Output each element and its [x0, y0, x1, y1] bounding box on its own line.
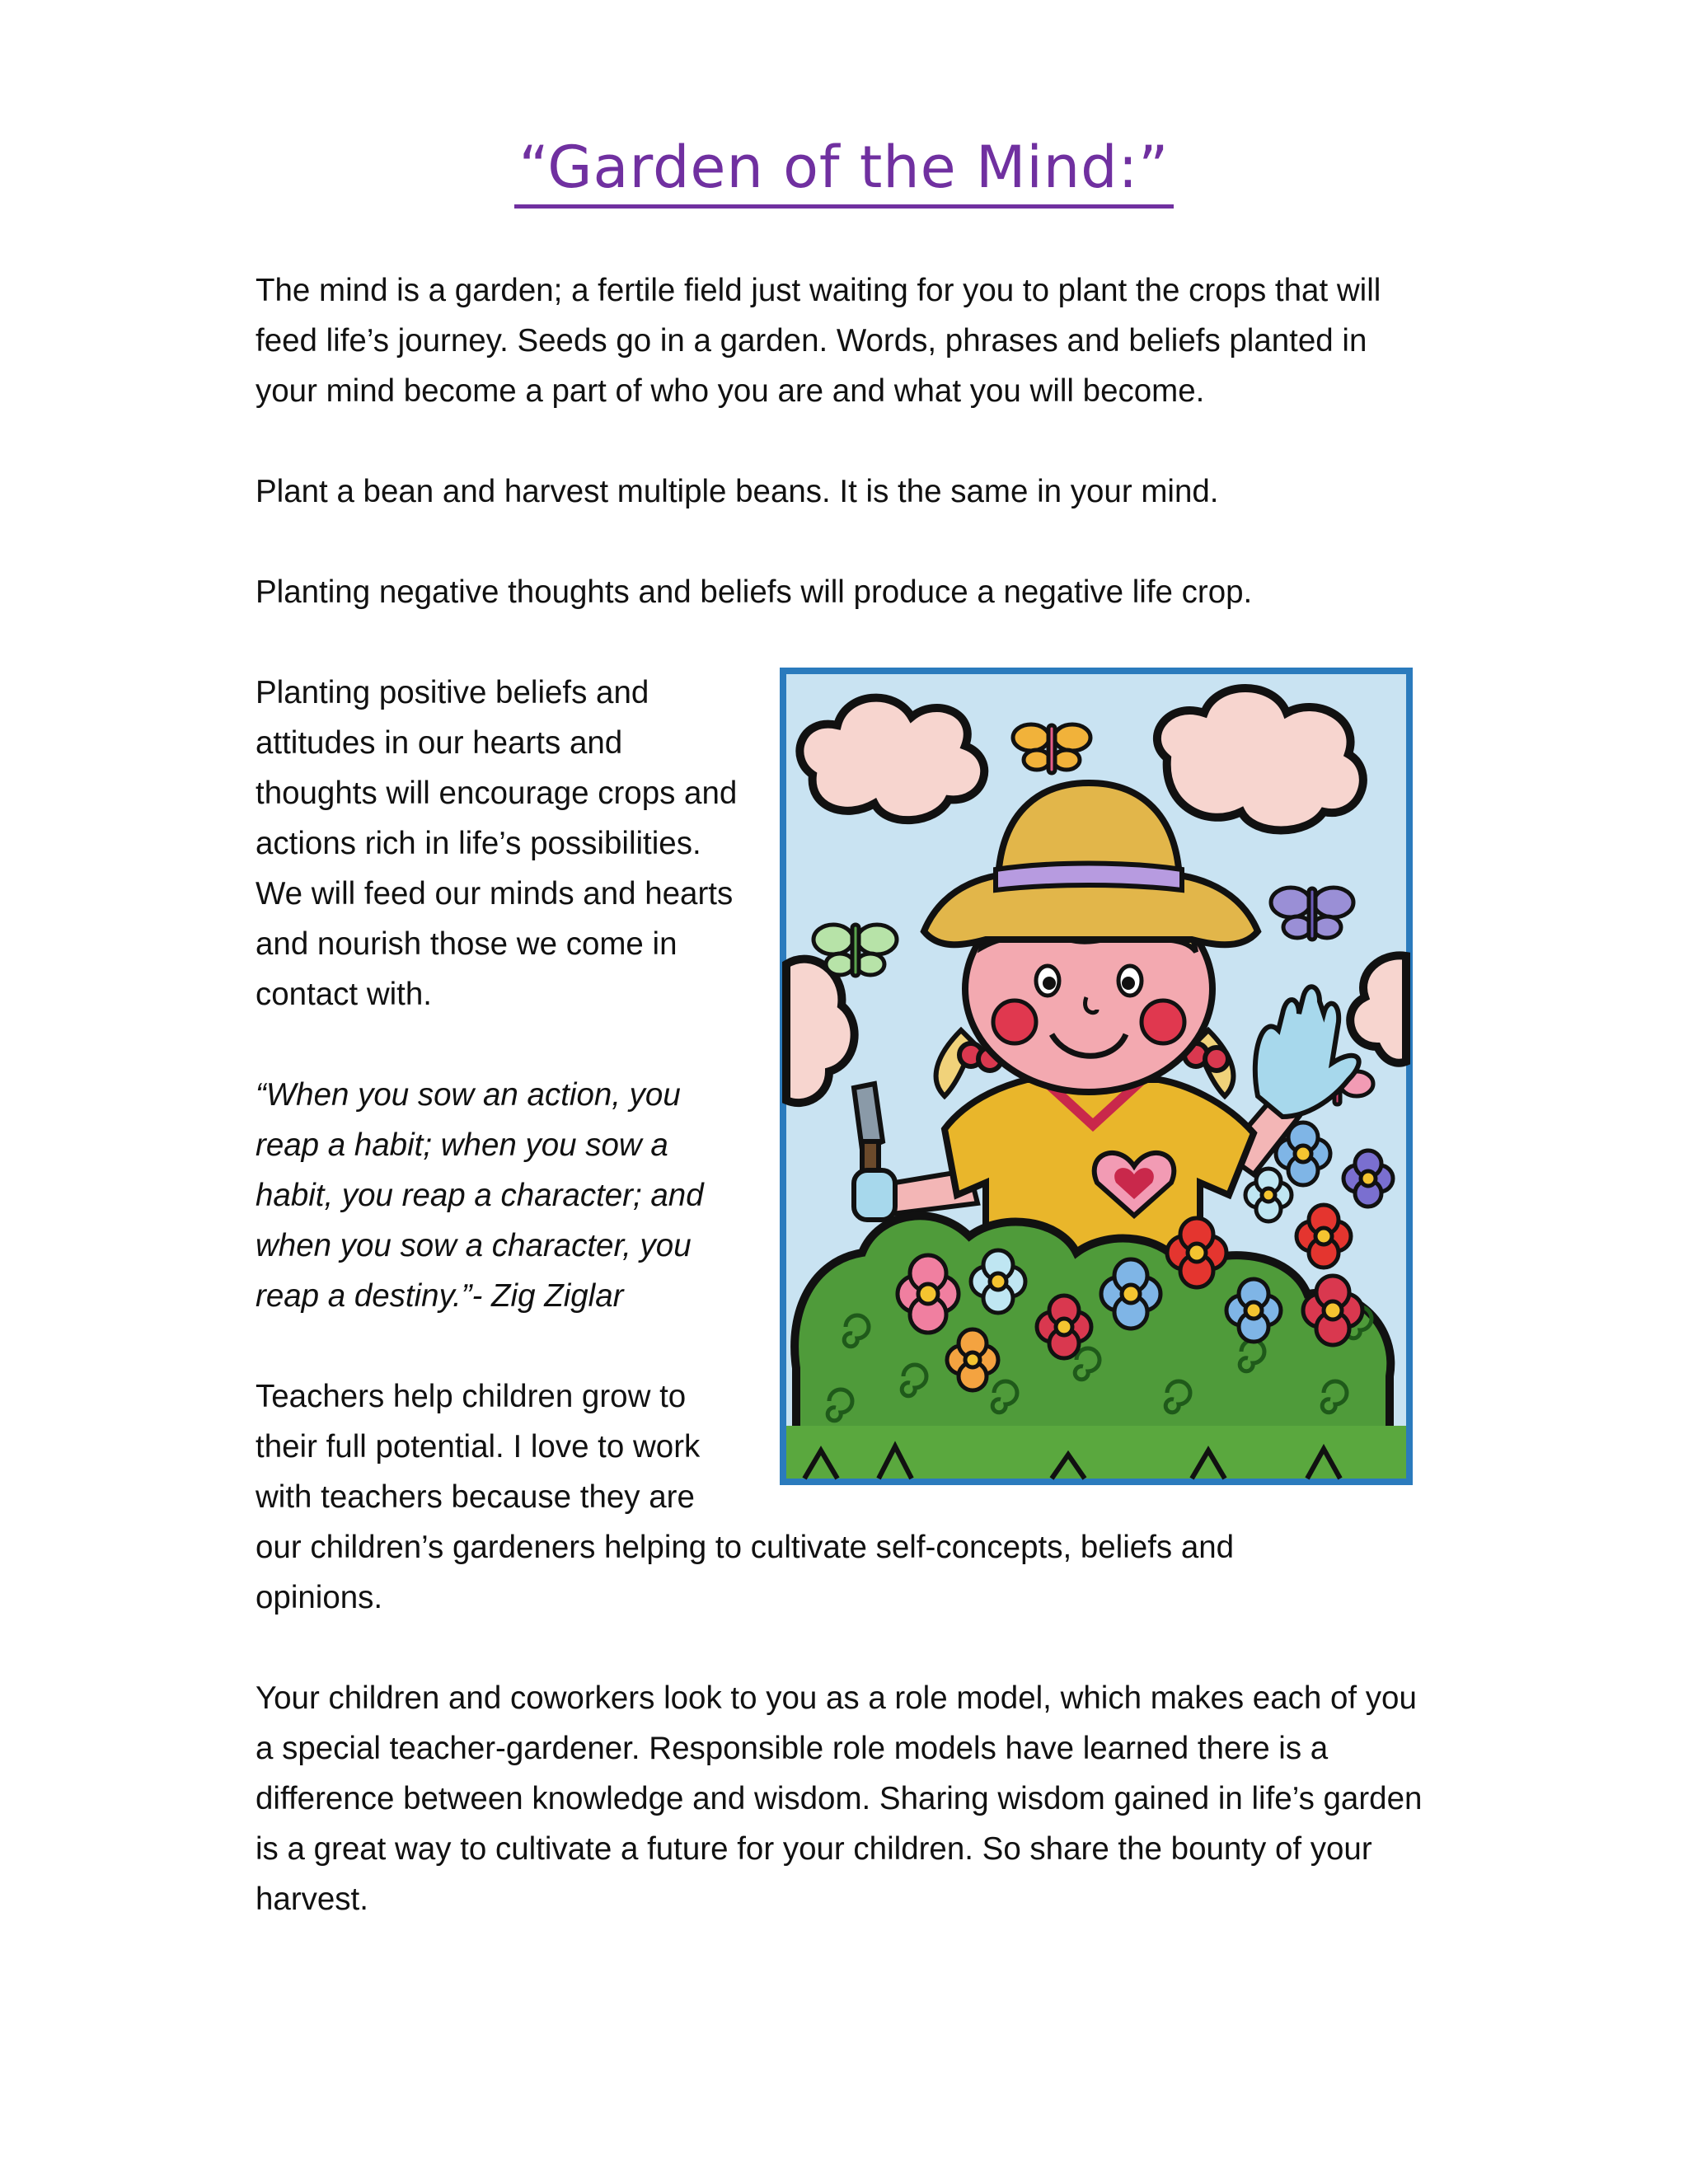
paragraph-teachers-continued: our children’s gardeners helping to cultivate self-concepts, beliefs and opinions.: [256, 1530, 1235, 1615]
eye-icon: [1118, 966, 1142, 996]
paragraph-teachers: Teachers help children grow to their full potential. I love to work with teachers because they are: [256, 1379, 701, 1515]
cheek-right: [1142, 1001, 1184, 1043]
page-title-text: “Garden of the Mind:”: [514, 138, 1175, 209]
paragraph-positive: Planting positive beliefs and attitudes in our hearts and thoughts will encourage crops and actions rich in life’s possibilities. We will feed our minds and hearts and nourish those we come in contact with.: [256, 675, 738, 1012]
butterfly-icon: [1013, 724, 1090, 773]
paragraph-bean: Plant a bean and harvest multiple beans. It is the same in your mind.: [256, 474, 1219, 509]
glove-left: [854, 1170, 895, 1220]
butterfly-icon: [814, 925, 897, 976]
eye-icon: [1036, 966, 1059, 996]
paragraph-role-model: Your children and coworkers look to you as a role model, which makes each of you a special teacher-gardener. Responsible role models have learned there is a difference between knowledge and wisdom. Sharing wisdom gained in life’s garden is a great way to cultivate a future for your children. So share the bounty of your harvest.: [256, 1680, 1423, 1917]
cloud-icon: [1157, 688, 1363, 831]
page-title: [0, 134, 1688, 209]
quote-zig-ziglar: “When you sow an action, you reap a habit; when you sow a habit, you reap a character; and when you sow a character, you reap a destiny.”- Zig Ziglar: [256, 1077, 704, 1314]
butterfly-icon: [1271, 888, 1353, 940]
paragraph-intro: The mind is a garden; a fertile field just waiting for you to plant the crops that will feed life’s journey. Seeds go in a garden. Words, phrases and beliefs planted in your mind become a part of who you are and what you will become.: [256, 273, 1381, 409]
paragraph-negative: Planting negative thoughts and beliefs will produce a negative life crop.: [256, 574, 1253, 610]
hat-band: [996, 864, 1182, 891]
garden-girl-drawing: [780, 668, 1413, 1485]
garden-girl-illustration: [780, 668, 1413, 1485]
cheek-left: [993, 1001, 1036, 1043]
